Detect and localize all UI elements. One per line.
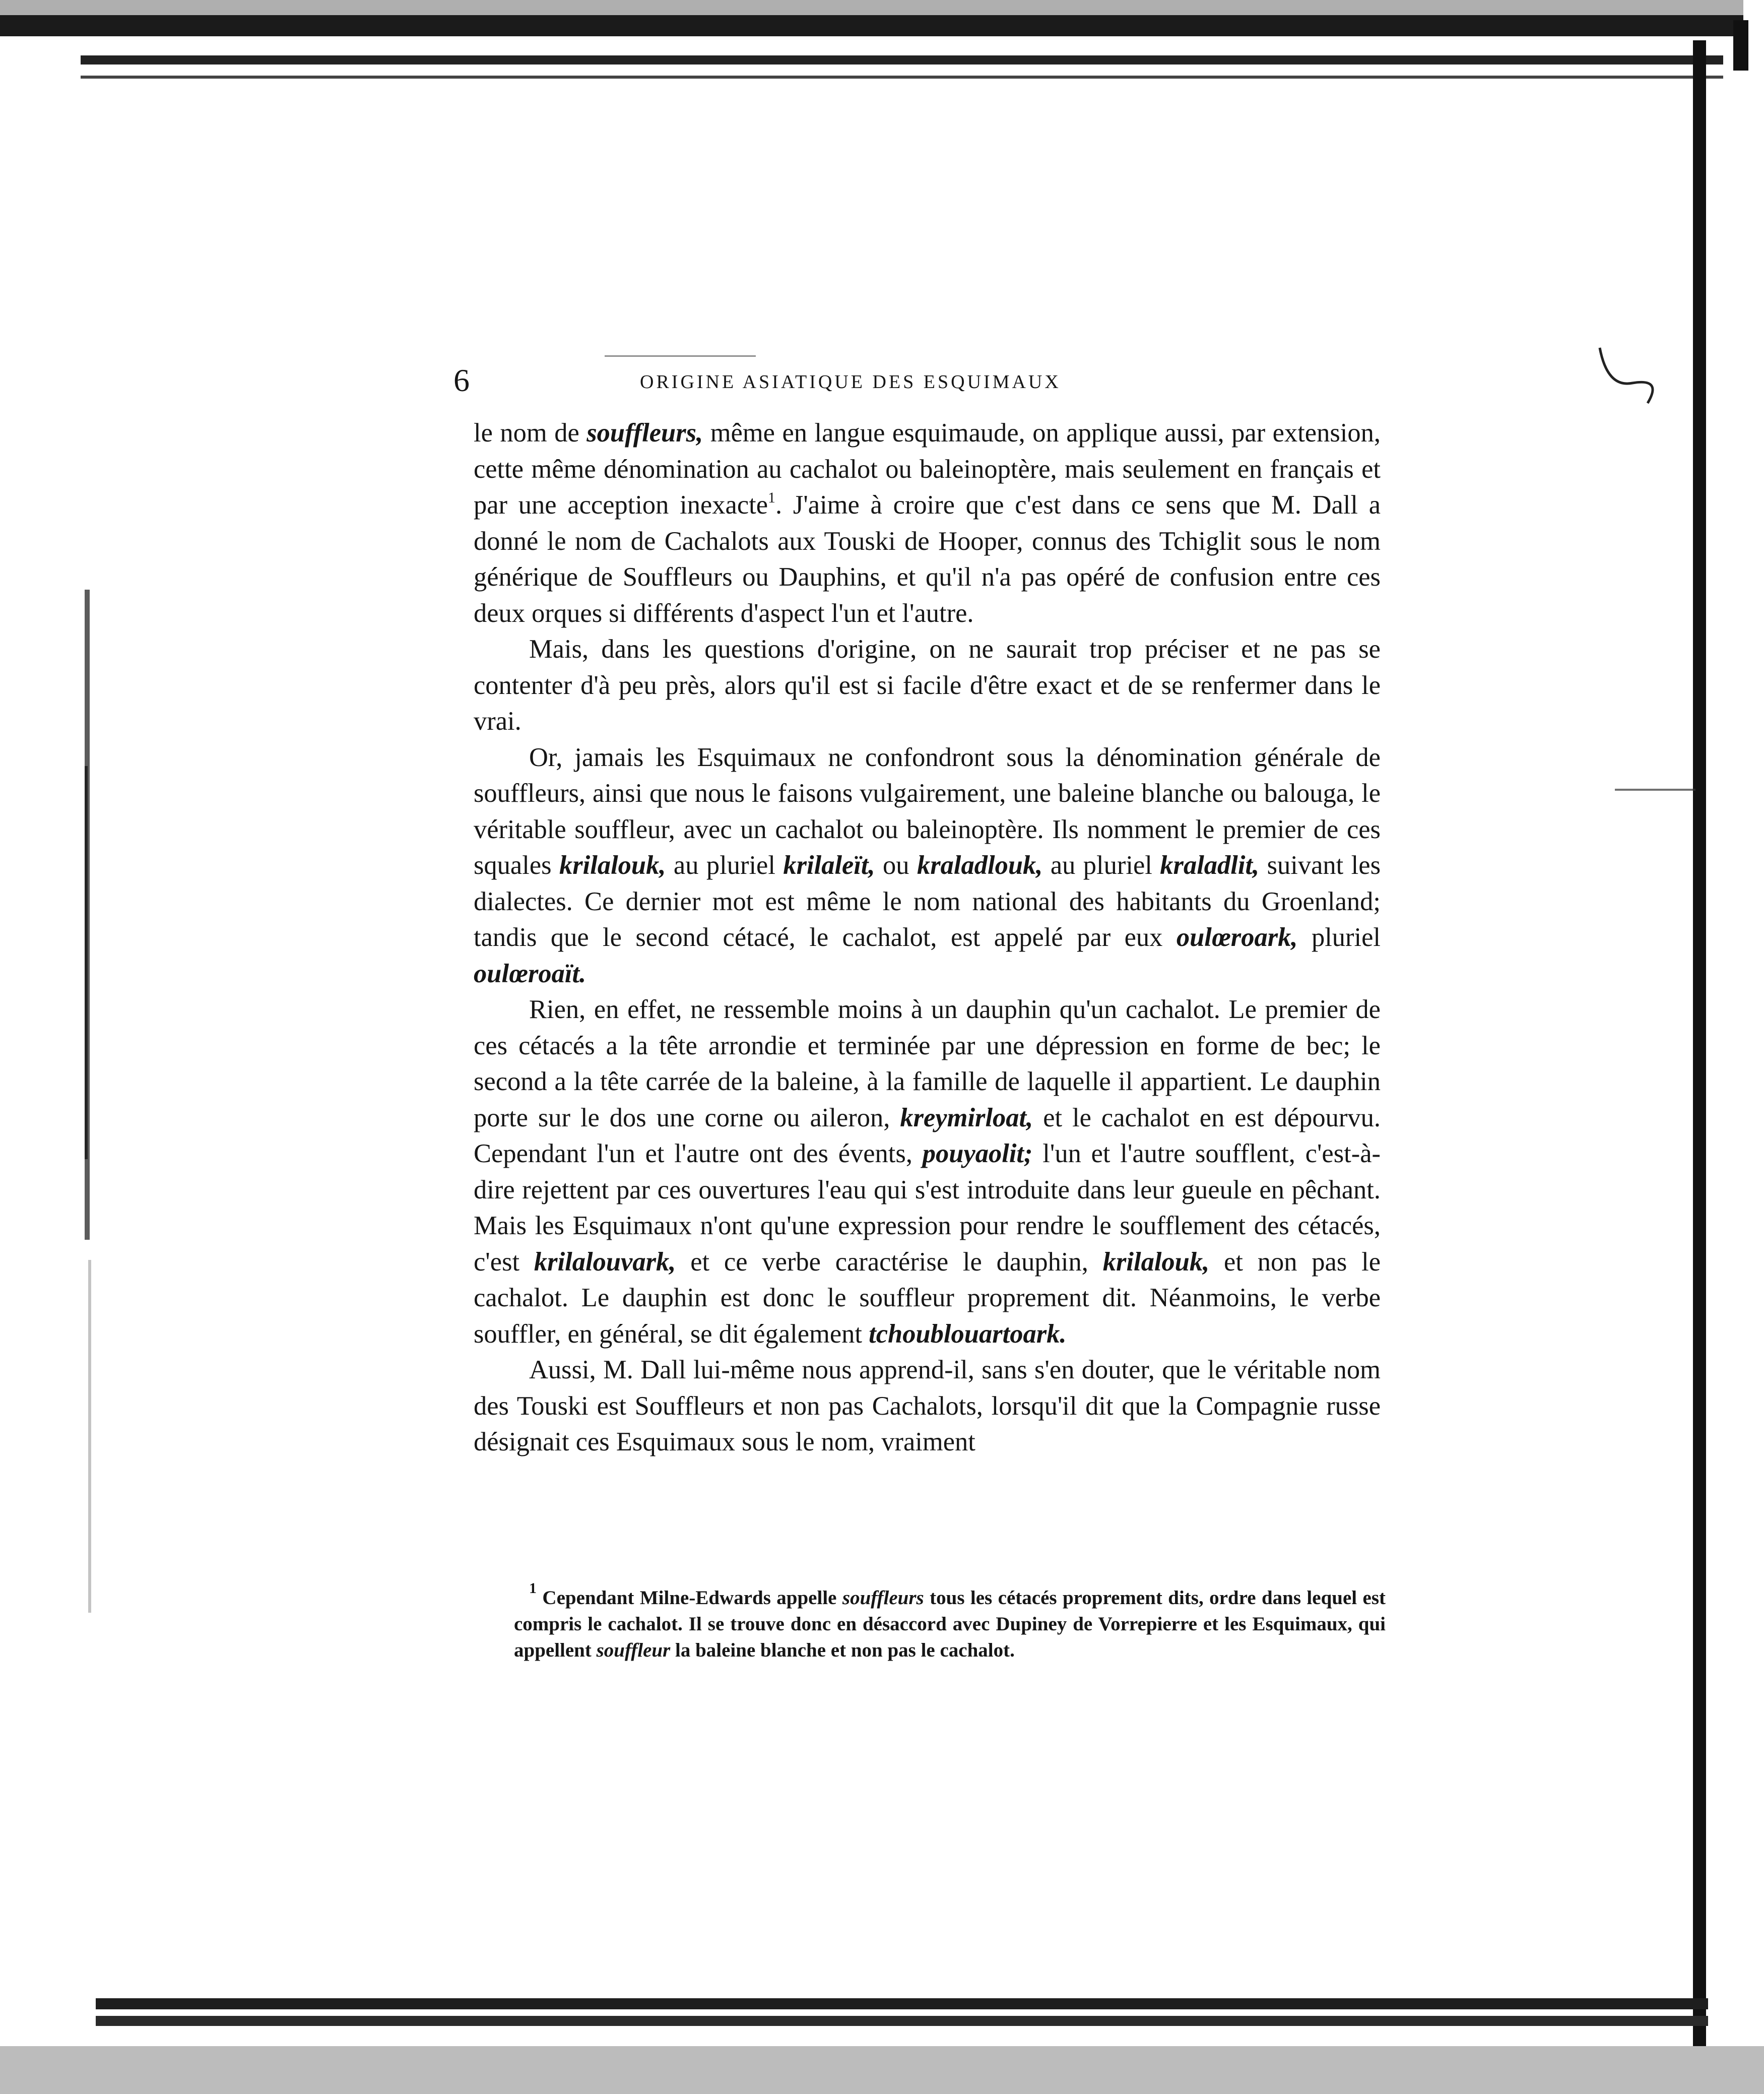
- p3-italic-1: krilalouk,: [559, 851, 666, 880]
- right-margin-hook: [1600, 348, 1653, 403]
- p1-text-3: . J'aime à croire que c'est dans ce sens que M. Dall a donné le nom de Cachalots aux Touski de Hooper, connus des Tchiglit sous le nom générique de Souffleurs ou Dauphins, et qu'il n'a pas opéré de confusion entre ces deux orques si différents d'aspect l'un et l'autre.: [474, 490, 1381, 628]
- p4-text-1: Rien, en effet, ne ressemble moins à un dauphin qu'un cachalot. Le premier de ces cétacés a la tête arrondie et terminée par une dépression en forme de bec; le second a la tête carrée de la baleine, à la famille de laquelle il appartient. Le dauphin porte sur le dos une corne ou aileron,: [474, 995, 1381, 1132]
- right-scan-edge: [1733, 20, 1748, 71]
- p4-italic-1: kreymirloat,: [900, 1103, 1033, 1132]
- top-scan-band: [0, 15, 1743, 36]
- page-content: [453, 353, 1381, 1461]
- p3-text-5: suivant les dialectes. Ce dernier mot est même le nom national des habitants du Groenland; tandis que le second cétacé, le cachalot, est appelé par eux: [474, 851, 1381, 952]
- paragraph-4: [474, 992, 1381, 1352]
- p4-text-4: et ce verbe caractérise le dauphin,: [676, 1247, 1103, 1277]
- p3-text-3: ou: [875, 851, 917, 880]
- p4-italic-4: krilalouk,: [1102, 1247, 1210, 1277]
- p4-italic-3: krilalouvark,: [534, 1247, 676, 1277]
- page-number: 6: [453, 362, 470, 398]
- p4-text-5: et non pas le cachalot. Le dauphin est donc le souffleur proprement dit. Néanmoins, le verbe souffler, en général, se dit également: [474, 1247, 1381, 1349]
- p3-text-6: pluriel: [1297, 923, 1381, 952]
- running-title: ORIGINE ASIATIQUE DES ESQUIMAUX: [640, 371, 1061, 393]
- bottom-scan-line-2: [96, 2016, 1708, 2026]
- p3-italic-2: krilaleït,: [783, 851, 875, 880]
- p3-italic-5: oulœroark,: [1176, 923, 1298, 952]
- paragraph-1: [474, 415, 1381, 631]
- top-scan-line: [81, 55, 1723, 65]
- p3-text-4: au pluriel: [1042, 851, 1160, 880]
- p3-text-2: au pluriel: [666, 851, 783, 880]
- p3-text-1: Or, jamais les Esquimaux ne confondront sous la dénomination générale de souffleurs, ainsi que nous le faisons vulgairement, une baleine blanche ou balouga, le véritable souffleur, avec un cachalot ou baleinoptère. Ils nomment le premier de ces squales: [474, 742, 1381, 880]
- left-scan-dots: [88, 1260, 91, 1613]
- footnotes: [514, 1580, 1386, 1664]
- p3-italic-6: oulœroaït.: [474, 959, 586, 988]
- fn-text-2: tous les cétacés proprement dits, ordre dans lequel est compris le cachalot. Il se trouve donc en désaccord avec Dupiney de Vorrepierre et les Esquimaux, qui appellent: [514, 1587, 1386, 1661]
- running-head: [453, 353, 1381, 408]
- fn-text-1: Cependant Milne-Edwards appelle: [537, 1587, 842, 1609]
- footnote-1: [514, 1580, 1386, 1664]
- p4-italic-2: pouyaolit;: [922, 1139, 1033, 1168]
- p1-italic-1: souffleurs,: [586, 418, 703, 448]
- right-scan-border: [1693, 40, 1706, 2046]
- top-scan-band-noise: [0, 0, 1743, 15]
- left-scan-streak-2: [85, 766, 88, 1159]
- p1-text-1: le nom de: [474, 418, 587, 448]
- paragraph-3: [474, 740, 1381, 992]
- p4-text-3: l'un et l'autre soufflent, c'est-à-dire rejettent par ces ouvertures l'eau qui s'est introduite dans leur gueule en pêchant. Mais les Esquimaux n'ont qu'une expression pour rendre le soufflement des cétacés, c'est: [474, 1139, 1381, 1277]
- footnote-marker: 1: [529, 1580, 537, 1597]
- p3-italic-4: kraladlit,: [1160, 851, 1260, 880]
- paragraph-2: Mais, dans les questions d'origine, on ne saurait trop préciser et ne pas se contenter d'à peu près, alors qu'il est si facile d'être exact et de se renfermer dans le vrai.: [474, 634, 1381, 736]
- footnote-ref: 1: [768, 489, 776, 506]
- p1-text-2: même en langue esquimaude, on applique aussi, par extension, cette même dénomination au cachalot ou baleinoptère, mais seulement en français et par une acception inexacte: [474, 418, 1381, 520]
- p4-italic-5: tchoublouartoark.: [869, 1319, 1067, 1349]
- fn-italic-1: souffleurs: [842, 1587, 924, 1609]
- body-text: [474, 415, 1381, 1461]
- right-margin-dash: [1615, 789, 1695, 791]
- p4-text-2: et le cachalot en est dépourvu. Cependant l'un et l'autre ont des évents,: [474, 1103, 1381, 1168]
- fn-text-3: la baleine blanche et non pas le cachalot.: [670, 1639, 1015, 1661]
- top-scan-line-thin: [81, 76, 1723, 79]
- fn-italic-2: souffleur: [596, 1639, 671, 1661]
- bottom-scan-noise: [0, 2046, 1764, 2094]
- p3-italic-3: kraladlouk,: [917, 851, 1043, 880]
- paragraph-5: Aussi, M. Dall lui-même nous apprend-il, sans s'en douter, que le véritable nom des Touski est Souffleurs et non pas Cachalots, lorsqu'il dit que la Compagnie russe désignait ces Esquimaux sous le nom, vraiment: [474, 1355, 1381, 1456]
- bottom-scan-line: [96, 1998, 1708, 2009]
